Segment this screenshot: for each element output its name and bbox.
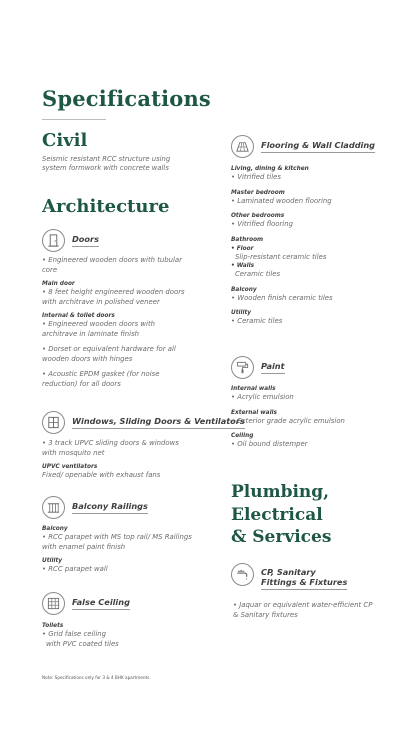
faucet-icon [231,563,254,586]
windows-text: • 3 track UPVC sliding doors & windows with mosquito net [42,439,179,457]
other-bedrooms-label: Other bedrooms [231,213,285,219]
doors-header [42,229,99,252]
bathroom-label: Bathroom [231,236,264,243]
false-ceiling-details [42,622,192,649]
bathroom-walls-label: • Walls [231,263,255,269]
bathroom-floor-label: • Floor [231,245,254,252]
flooring-utility-text: • Ceramic tiles [231,317,283,325]
title-divider [42,119,106,120]
plumbing-heading-line-2: Electrical [231,504,323,525]
false-ceiling-title: False Ceiling [72,597,130,610]
civil-heading: Civil [42,130,88,151]
toilets-text: • Grid false ceiling [42,630,107,638]
paint-header [231,356,285,379]
balcony-railings-header [42,496,148,519]
living-label: Living, dining & kitchen [231,166,309,172]
architecture-heading: Architecture [42,196,170,217]
paint-details [231,385,381,450]
window-icon [42,411,65,434]
cp-fittings-title [261,567,347,590]
railing-utility-text: • RCC parapet wall [42,565,108,573]
railing-utility-label: Utility [42,558,62,564]
internal-walls-label: Internal walls [231,386,276,392]
master-bedroom-text: • Laminated wooden flooring [231,196,332,205]
ceiling-label: Ceiling [231,433,254,439]
toilets-text-2: with PVC coated tiles [46,639,119,648]
door-gasket-text: • Acoustic EPDM gasket (for noise reduction) for all doors [42,370,160,388]
cp-fittings-text: • Jaquar or equivalent water-efficient CP & Sanitary fixtures [233,601,373,619]
toilets-label: Toilets [42,623,64,629]
master-bedroom-label: Master bedroom [231,189,285,196]
cp-fittings-details [233,601,373,620]
ventilators-text: Fixed/ openable with exhaust fans [42,471,161,479]
paint-roller-icon [231,356,254,379]
windows-title: Windows, Sliding Doors & Ventilators [72,416,245,429]
living-text: • Vitrified tiles [231,173,281,181]
flooring-header [231,135,375,158]
doors-details [42,256,192,389]
false-ceiling-header [42,592,130,615]
ceiling-text: • Oil bound distemper [231,440,308,448]
paint-title: Paint [261,361,285,374]
flooring-title: Flooring & Wall Cladding [261,140,375,153]
railing-balcony-text: • RCC parapet with MS top rail/ MS Railings with enamel paint finish [42,533,192,551]
windows-header [42,411,245,434]
cp-fittings-title-line-2: Fittings & Fixtures [261,577,348,587]
civil-description: Seismic resistant RCC structure using system formwork with concrete walls [42,155,171,173]
flooring-balcony-text: • Wooden finish ceramic tiles [231,293,333,302]
cp-fittings-title-line-1: CP, Sanitary [261,567,316,577]
footnote: Note: Specifications only for 3 & 4 BHK apartments. [42,675,151,680]
external-walls-label: External walls [231,409,277,416]
plumbing-heading-line-3: & Services [231,527,332,547]
internal-doors-text: • Engineered wooden doors with architrave in laminate finish [42,320,156,338]
door-hardware-text: • Dorset or equivalent hardware for all wooden doors with hinges [42,345,176,363]
doors-title: Doors [72,234,99,247]
windows-details [42,439,192,481]
internal-walls-text: • Acrylic emulsion [231,393,294,401]
balcony-railings-details [42,525,192,575]
main-door-label: Main door [42,281,75,287]
balcony-railings-title: Balcony Railings [72,501,148,514]
flooring-utility-label: Utility [231,310,251,316]
plumbing-heading-line-1: Plumbing, [231,482,330,502]
flooring-icon [231,135,254,158]
flooring-details [231,165,381,327]
railing-icon [42,496,65,519]
bathroom-floor-text: Slip-resistant ceramic tiles [235,252,327,261]
ventilators-label: UPVC ventilators [42,464,98,470]
ceiling-icon [42,592,65,615]
other-bedrooms-text: • Vitrified flooring [231,220,293,228]
flooring-balcony-label: Balcony [231,286,257,293]
internal-doors-label: Internal & toilet doors [42,313,115,319]
external-walls-text: • Exterior grade acrylic emulsion [231,416,345,425]
bathroom-walls-text: Ceramic tiles [235,270,281,278]
plumbing-heading [231,481,381,549]
door-icon [42,229,65,252]
page-title: Specifications [42,86,211,111]
doors-intro: • Engineered wooden doors with tubular core [42,256,182,274]
main-door-text: • 8 feet height engineered wooden doors with architrave in polished veneer [42,288,185,306]
railing-balcony-label: Balcony [42,526,68,532]
cp-fittings-header [231,563,347,590]
